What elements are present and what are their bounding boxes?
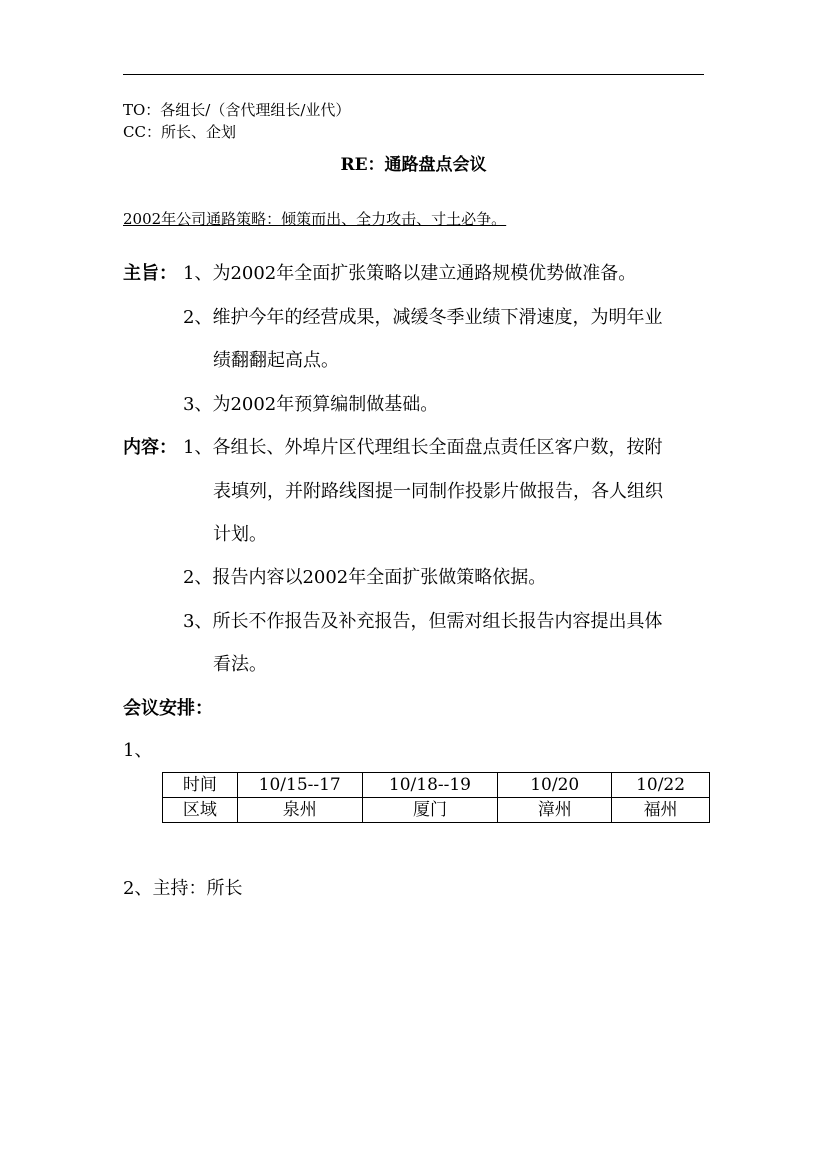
table-cell: 福州: [612, 798, 710, 823]
table-cell: 漳州: [498, 798, 612, 823]
purpose-heading: 主旨：: [123, 263, 177, 284]
table-cell: 10/20: [498, 773, 612, 798]
strategy-slogan: 2002年公司通路策略：倾策而出、全力攻击、寸土必争。: [123, 210, 507, 228]
table-row-time: [163, 773, 710, 798]
content-item-3-cont: 看法。: [213, 654, 267, 675]
content-item-2: 2、报告内容以2002年全面扩张做策略依据。: [183, 567, 547, 588]
table-cell: 10/18--19: [362, 773, 498, 798]
cc-line: CC：所长、企划: [123, 123, 236, 141]
memo-title: RE：通路盘点会议: [340, 155, 487, 175]
table-cell: 区域: [163, 798, 238, 823]
content-item-3: 3、所长不作报告及补充报告，但需对组长报告内容提出具体: [183, 611, 663, 632]
content-item-1-cont: 表填列，并附路线图提一同制作投影片做报告，各人组织: [213, 481, 663, 502]
content-heading: 内容：: [123, 437, 177, 458]
table-cell: 10/22: [612, 773, 710, 798]
table-cell: 10/15--17: [237, 773, 362, 798]
purpose-item-3: 3、为2002年预算编制做基础。: [183, 394, 439, 415]
schedule-table: [162, 772, 710, 823]
table-cell: 厦门: [362, 798, 498, 823]
arrangement-heading: 会议安排：: [123, 698, 213, 719]
table-row-area: [163, 798, 710, 823]
to-line: TO：各组长/（含代理组长/业代）: [123, 101, 351, 119]
arrangement-item-2: 2、主持：所长: [123, 878, 243, 899]
table-cell: 时间: [163, 773, 238, 798]
table-cell: 泉州: [237, 798, 362, 823]
content-item-1: 1、各组长、外埠片区代理组长全面盘点责任区客户数，按附: [183, 437, 663, 458]
purpose-item-1: 1、为2002年全面扩张策略以建立通路规模优势做准备。: [183, 263, 637, 284]
arrangement-item-1-label: 1、: [123, 740, 153, 761]
purpose-item-2: 2、维护今年的经营成果，减缓冬季业绩下滑速度，为明年业: [183, 307, 663, 328]
content-item-1-cont2: 计划。: [213, 524, 267, 545]
purpose-item-2-cont: 绩翻翻起高点。: [213, 350, 339, 371]
header-rule: [123, 74, 704, 75]
